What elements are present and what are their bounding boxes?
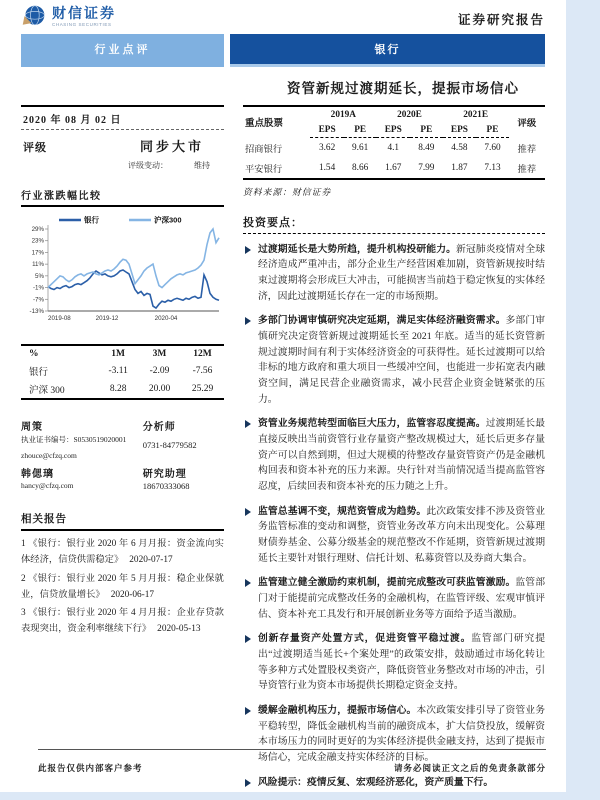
analyst-email[interactable]: zhouce@cfzq.com xyxy=(21,451,77,460)
footer-disclaimer-left: 此报告仅供内部客户参考 xyxy=(38,763,143,773)
bullet-body: 多部门审慎研究决定资管新规过渡期延长至 2021 年底。适当的延长资管新规过渡期时间有利于实体经济资金的可获得性。延长过渡期可以给非标的地方政府和重大项目一些缓冲空间，也能进一步拓宽表内融资空间，满足民营企业融资需求，减小民营企业资金链紧张的压力。 xyxy=(258,315,546,405)
main-content xyxy=(243,105,545,792)
svg-text:2019-08: 2019-08 xyxy=(48,315,71,322)
investment-points-list xyxy=(243,242,545,791)
stock-name[interactable]: 平安银行 xyxy=(243,158,310,179)
year-group-header: 2019A xyxy=(330,109,356,120)
table-row: 银行 -3.11 -2.09 -7.56 xyxy=(29,366,213,378)
bullet-item xyxy=(243,416,545,494)
assistant-role: 研究助理 xyxy=(142,469,187,480)
bullet-lead: 缓解金融机构压力，提振市场信心。 xyxy=(258,704,417,716)
year-group-header: 2020E xyxy=(397,109,422,120)
bullet-body: 新冠肺炎疫情对全球经济造成严重冲击，部分企业生产经营困难加剧，资管新规按时结束过渡期将会形成巨大冲击，可能损害当前趋于稳定恢复的实体经济，因此过渡期延长存在一定的市场预期。 xyxy=(258,243,546,302)
left-sidebar xyxy=(21,105,224,792)
analyst-block xyxy=(21,414,224,491)
bullet-arrow-icon xyxy=(245,508,251,516)
analyst-phone: 0731-84779582 xyxy=(142,440,197,450)
page-footer xyxy=(38,749,546,774)
svg-text:银行: 银行 xyxy=(84,215,99,225)
svg-text:17%: 17% xyxy=(31,249,44,257)
year-group-header: 2021E xyxy=(463,109,489,120)
bullet-body: 过渡期延长最直接反映出当前资管行业存量资产整改规模过大，延长后更多存量资产可以自然到期，但过大规模的待整改存量资管资产仍是金融机构回表和资本补充的压力来源。央行针对当前情况适当提高监管容忍度，后续回表和资本补充的压力随之上升。 xyxy=(258,418,546,492)
svg-text:-7%: -7% xyxy=(32,296,44,304)
bullet-item xyxy=(243,575,545,622)
bullet-item xyxy=(243,775,545,791)
analyst-cert: 执业证书编号：S0530519020001 xyxy=(21,435,127,444)
bullet-arrow-icon xyxy=(245,635,251,643)
bullet-lead: 多部门协调审慎研究决定延期，满足实体经济融资需求。 xyxy=(258,315,506,327)
related-report-item[interactable]: 1 《银行：银行业 2020 年 6 月月报：资金流向实体经济，信贷供需稳定》 2020-07-17 xyxy=(21,539,224,566)
report-date: 2020-06-17 xyxy=(110,589,155,600)
rating-label: 评级 xyxy=(23,142,47,154)
rating-change-value: 维持 xyxy=(194,161,210,170)
svg-text:-1%: -1% xyxy=(32,284,44,292)
report-date: 2020-07-17 xyxy=(129,555,173,566)
bullet-lead: 风险提示：疫情反复、宏观经济恶化，资产质量下行。 xyxy=(258,776,494,788)
svg-text:23%: 23% xyxy=(31,237,44,245)
stock-table-corner: 重点股票 xyxy=(245,119,284,130)
bullet-body: 此次政策安排不涉及资管业务监管标准的变动和调整，资管业务改革方向未出现变化。公募理财债券基金、公募分级基金的规范整改不作延期，资管新规过渡期延长主要针对银行理财、信托计划、私募资管以及券商大集合。 xyxy=(258,505,546,564)
report-date: 2020-05-13 xyxy=(157,624,201,635)
related-report-item[interactable]: 2 《银行：银行业 2020 年 5 月月报：稳企业保就业，信贷放量增长》 2020-06-17 xyxy=(21,573,224,600)
bullet-arrow-icon xyxy=(245,317,251,325)
report-type-label: 证券研究报告 xyxy=(457,13,545,27)
bullet-lead: 监管建立健全激励约束机制，提前完成整改可获监管激励。 xyxy=(258,577,516,589)
related-reports-list xyxy=(21,536,224,638)
bullet-item xyxy=(243,242,545,305)
bullet-lead: 监管总基调不变，规范资管成为趋势。 xyxy=(258,505,427,517)
related-reports-title: 相关报告 xyxy=(21,511,224,531)
svg-text:5%: 5% xyxy=(35,272,44,280)
banner-row xyxy=(21,34,545,67)
stock-rating: 推荐 xyxy=(517,144,537,155)
rating-change-label: 评级变动： xyxy=(128,161,168,170)
brand-logo xyxy=(21,4,116,30)
analyst-role: 分析师 xyxy=(142,422,176,433)
bullet-arrow-icon xyxy=(245,779,251,787)
bullet-body: 监管部门对于能提前完成整改任务的金融机构，在监管评级、宏观审慎评估、资本补充工具发行和开展创新业务等方面给予适当激励。 xyxy=(258,577,546,620)
stock-name[interactable]: 招商银行 xyxy=(245,144,283,155)
page-header xyxy=(21,0,545,30)
report-title: 《银行：银行业 2020 年 6 月月报：资金流向实体经济，信贷供需稳定》 xyxy=(21,539,224,566)
performance-table xyxy=(21,344,224,400)
table-row: 招商银行 3.62 9.61 4.1 8.49 4.58 7.60 推荐 xyxy=(243,138,545,158)
bullet-arrow-icon xyxy=(245,707,251,715)
svg-text:沪深300: 沪深300 xyxy=(154,215,182,225)
rating-col-header: 评级 xyxy=(517,119,537,130)
svg-text:29%: 29% xyxy=(31,226,44,233)
assistant-phone: 18670333068 xyxy=(142,481,190,491)
footer-disclaimer-right: 请务必阅读正文之后的免责条款部分 xyxy=(393,763,546,773)
bullet-item xyxy=(243,313,545,407)
svg-text:2019-12: 2019-12 xyxy=(95,315,119,322)
table-row: 沪深 300 8.28 20.00 25.29 xyxy=(29,384,214,396)
chart-section-title: 行业涨跌幅比较 xyxy=(21,187,224,207)
perf-col-header: % xyxy=(29,349,39,359)
report-title: 《银行：银行业 2020 年 4 月月报：企业存贷款表现突出，资金利率继续下行》 xyxy=(21,608,224,635)
bullet-lead: 创新存量资产处置方式，促进资管平稳过渡。 xyxy=(258,633,472,645)
bullet-body: 监管部门研究提出“过渡期适当延长+个案处理”的政策安排，鼓励通过市场化转让等多种方式处置股权类资产，降低资管业务整改对市场的冲击，引导资管行业为资本市场提供长期稳定资金支持。 xyxy=(258,633,546,692)
page-title: 资管新规过渡期延长，提振市场信心 xyxy=(287,81,519,96)
perf-col-header: 12M xyxy=(193,349,212,359)
bullet-arrow-icon xyxy=(245,579,251,587)
perf-col-header: 1M xyxy=(111,349,126,359)
svg-text:11%: 11% xyxy=(32,261,44,269)
table-row: 平安银行 1.54 8.66 1.67 7.99 1.87 7.13 推荐 xyxy=(243,158,545,179)
report-date: 2020 年 08 月 02 日 xyxy=(21,105,224,130)
report-title: 《银行：银行业 2020 年 5 月月报：稳企业保就业，信贷放量增长》 xyxy=(21,573,224,600)
bullet-item xyxy=(243,504,545,567)
bullet-lead: 过渡期延长是大势所趋，提升机构投研能力。 xyxy=(258,243,457,255)
banner-category: 行业点评 xyxy=(21,34,224,67)
rating-value: 同步大市 xyxy=(139,139,204,154)
brand-name-cn: 财信证券 xyxy=(52,6,116,22)
line-chart xyxy=(21,213,224,335)
svg-text:2020-04: 2020-04 xyxy=(154,315,178,322)
perf-col-header: 3M xyxy=(152,349,167,359)
related-report-item[interactable]: 3 《银行：银行业 2020 年 4 月月报：企业存贷款表现突出，资金利率继续下行》 2020-05-13 xyxy=(21,608,224,635)
globe-logo-icon xyxy=(21,4,47,30)
table-source: 资料来源：财信证券 xyxy=(243,186,332,197)
bullet-item xyxy=(243,631,545,694)
svg-text:-13%: -13% xyxy=(29,308,44,315)
analyst-name: 周策 xyxy=(21,422,43,433)
key-stocks-table: 重点股票 2019A 2020E 2021E 评级 EPS PE EPS PE EPS PE 招商银行 3.62 9.61 4.1 8.49 4.58 7.60 推荐 平安银行 1.54 8.66 1.67 7.99 1.87 7.13 推荐 xyxy=(243,105,545,180)
bullet-lead: 资管业务规范转型面临巨大压力，监管容忍度提高。 xyxy=(258,418,486,430)
investment-points-title: 投资要点： xyxy=(243,214,545,234)
assistant-email[interactable]: hancy@cfzq.com xyxy=(21,481,74,490)
brand-name-en: CHASING SECURITIES xyxy=(52,22,112,28)
stock-rating: 推荐 xyxy=(509,158,545,179)
bullet-body: 本次政策安排引导了资管业务平稳转型，降低金融机构当前的融资成本，扩大信贷投放，缓解资本市场压力的同时更好的为实体经济提供金融支持，达到了提振市场信心，完成金融支持实体经济的目标。 xyxy=(258,704,546,763)
assistant-name: 韩偲璃 xyxy=(21,469,54,480)
bullet-arrow-icon xyxy=(245,246,251,254)
performance-chart xyxy=(21,213,224,340)
bullet-arrow-icon xyxy=(245,420,251,428)
banner-industry: 银行 xyxy=(230,34,545,67)
